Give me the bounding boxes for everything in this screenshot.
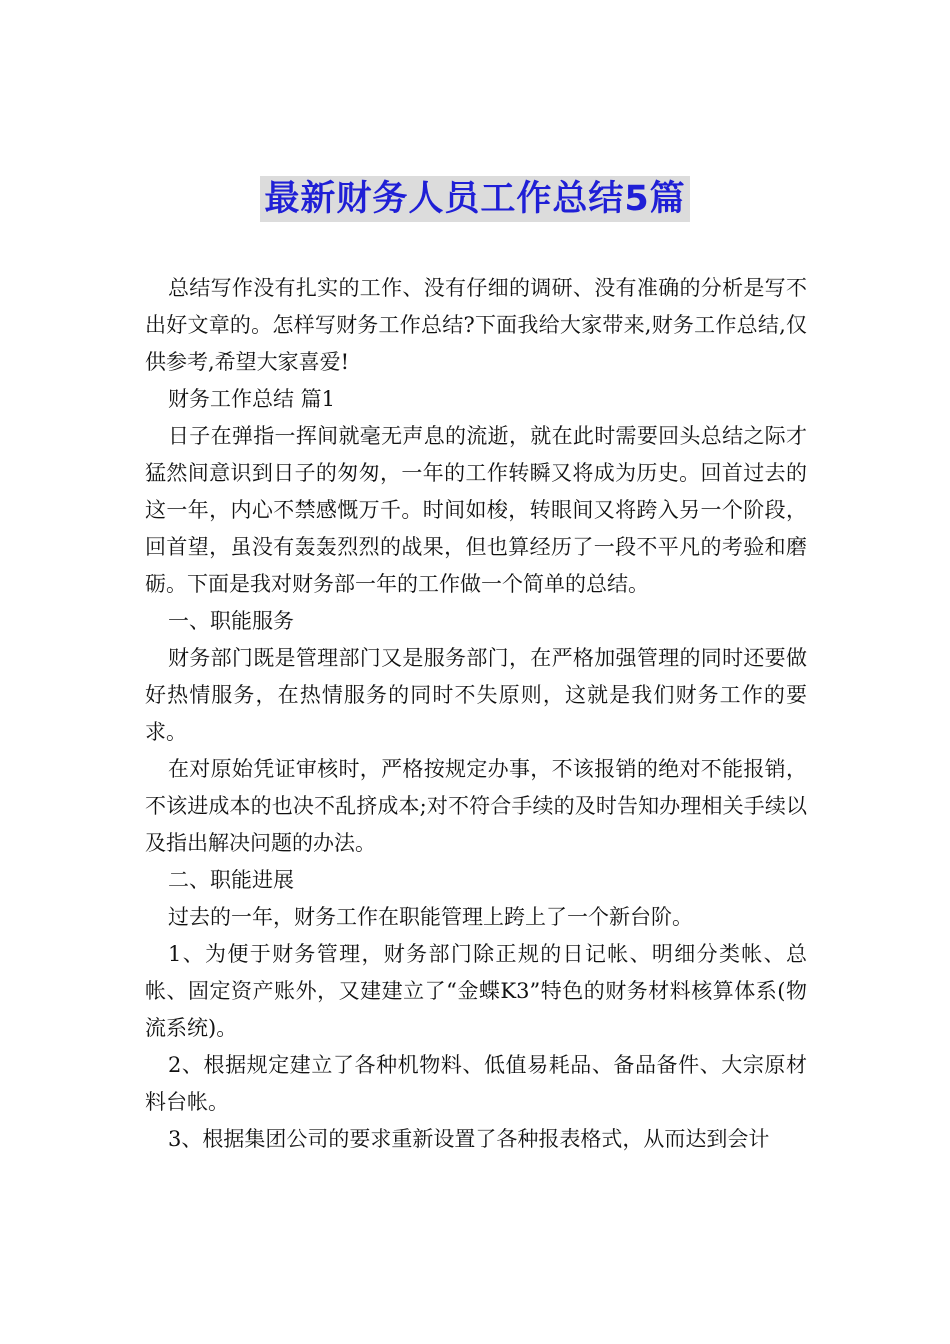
section-heading-service: 一、职能服务: [168, 609, 294, 633]
title-area: [0, 176, 950, 222]
list-item: 3、根据集团公司的要求重新设置了各种报表格式，从而达到会计: [168, 1127, 770, 1151]
list-item: 2、根据规定建立了各种机物料、低值易耗品、备品备件、大宗原材料台帐。: [145, 1053, 807, 1114]
intro-paragraph: 总结写作没有扎实的工作、没有仔细的调研、没有准确的分析是写不出好文章的。怎样写财务工作总结?下面我给大家带来,财务工作总结,仅供参考,希望大家喜爱!: [145, 276, 807, 374]
body-paragraph: 日子在弹指一挥间就毫无声息的流逝，就在此时需要回头总结之际才猛然间意识到日子的匆匆，一年的工作转瞬又将成为历史。回首过去的这一年，内心不禁感慨万千。时间如梭，转眼间又将跨入另一个阶段，回首望，虽没有轰轰烈烈的战果，但也算经历了一段不平凡的考验和磨砺。下面是我对财务部一年的工作做一个简单的总结。: [145, 424, 807, 596]
section-heading-progress: 二、职能进展: [168, 868, 294, 892]
section-heading-part1: 财务工作总结 篇1: [168, 387, 336, 411]
body-paragraph: 过去的一年，财务工作在职能管理上跨上了一个新台阶。: [168, 905, 693, 929]
document-body: [145, 270, 807, 1158]
document-title: 最新财务人员工作总结5篇: [260, 176, 689, 222]
body-paragraph: 在对原始凭证审核时，严格按规定办事，不该报销的绝对不能报销，不该进成本的也决不乱挤成本;对不符合手续的及时告知办理相关手续以及指出解决问题的办法。: [145, 757, 807, 855]
body-paragraph: 财务部门既是管理部门又是服务部门，在严格加强管理的同时还要做好热情服务，在热情服务的同时不失原则，这就是我们财务工作的要求。: [145, 646, 807, 744]
list-item: 1、为便于财务管理，财务部门除正规的日记帐、明细分类帐、总帐、固定资产账外，又建建立了“金蝶K3”特色的财务材料核算体系(物流系统)。: [145, 942, 807, 1040]
